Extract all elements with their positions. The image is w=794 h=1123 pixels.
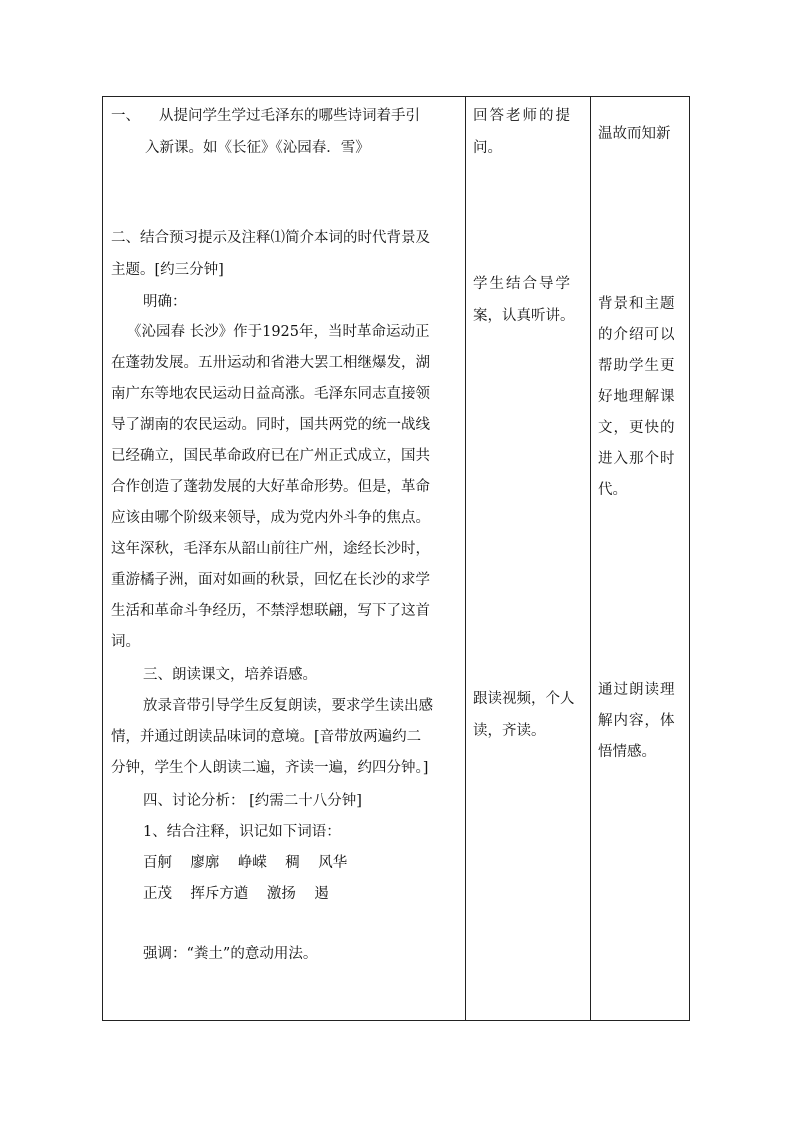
intent-2-line: 好地理解课	[598, 389, 676, 405]
activity-2-line-2: 案，认真听讲。	[473, 308, 575, 324]
background-para-line: 《沁园春 长沙》作于1925年，当时革命运动正	[127, 324, 430, 340]
intro-line-2: 入新课。如《长征》《沁园春．雪》	[145, 140, 370, 156]
section4-subtitle: 1、结合注释，识记如下词语：	[143, 824, 341, 840]
section4-title: 四、讨论分析： [约需二十八分钟]	[143, 793, 362, 809]
intent-2-line: 代。	[598, 482, 627, 498]
activity-1-line-2: 问。	[473, 140, 502, 156]
emphasis-note: 强调：“粪土”的意动用法。	[143, 946, 318, 962]
background-para-line: 这年深秋，毛泽东从韶山前往广州，途经长沙时，	[111, 541, 430, 557]
activity-1-line-1: 回答老师的提	[473, 108, 572, 124]
intent-2-line: 背景和主题	[598, 296, 676, 312]
student-activity-column	[466, 97, 590, 1020]
intent-3-line: 悟情感。	[598, 744, 656, 760]
intro-number: 一、	[111, 108, 140, 124]
background-para-line: 在蓬勃发展。五卅运动和省港大罢工相继爆发，湖	[111, 355, 430, 371]
intent-2-line: 进入那个时	[598, 451, 676, 467]
background-para-line: 合作创造了蓬勃发展的大好革命形势。但是，革命	[111, 479, 430, 495]
background-para-line: 词。	[111, 634, 140, 650]
design-intent-column	[591, 97, 690, 1020]
background-para-line: 已经确立，国民革命政府已在广州正式成立，国共	[111, 448, 430, 464]
lesson-plan-table	[102, 96, 690, 1021]
activity-3-line-1: 跟读视频，个人	[473, 691, 575, 707]
section2-line-2: 主题。[约三分钟]	[111, 262, 224, 278]
section3-line: 情，并通过朗读品味词的意境。[音带放两遍约二	[111, 729, 422, 745]
section3-line: 分钟，学生个人朗读二遍，齐读一遍，约四分钟。]	[111, 760, 429, 776]
background-para-line: 重游橘子洲，面对如画的秋景，回忆在长沙的求学	[111, 572, 430, 588]
intent-2-line: 文，更快的	[598, 420, 676, 436]
background-para-line: 生活和革命斗争经历，不禁浮想联翩，写下了这首	[111, 603, 430, 619]
vocab-line-2: 正茂 挥斥方遒 激扬 遏	[143, 886, 329, 902]
activity-3-line-2: 读，齐读。	[473, 723, 546, 739]
background-para-line: 应该由哪个阶级来领导，成为党内外斗争的焦点。	[111, 510, 430, 526]
mingque-label: 明确：	[143, 294, 187, 310]
teaching-content-column	[103, 97, 465, 1020]
background-para-line: 导了湖南的农民运动。同时，国共两党的统一战线	[111, 417, 430, 433]
activity-2-line-1: 学生结合导学	[473, 276, 572, 292]
intro-line-1: 从提问学生学过毛泽东的哪些诗词着手引	[159, 108, 420, 124]
intent-3-line: 解内容，体	[598, 713, 676, 729]
background-para-line: 南广东等地农民运动日益高涨。毛泽东同志直接领	[111, 386, 430, 402]
section2-line-1: 二、结合预习提示及注释⑴简介本词的时代背景及	[111, 230, 430, 246]
intent-1: 温故而知新	[598, 126, 671, 142]
section3-title: 三、朗读课文，培养语感。	[143, 667, 317, 683]
vocab-line-1: 百舸 廖廓 峥嵘 稠 风华	[143, 855, 348, 871]
intent-3-line: 通过朗读理	[598, 682, 676, 698]
intent-2-line: 的介绍可以	[598, 327, 676, 343]
intent-2-line: 帮助学生更	[598, 358, 676, 374]
section3-line: 放录音带引导学生反复朗读，要求学生读出感	[143, 698, 433, 714]
